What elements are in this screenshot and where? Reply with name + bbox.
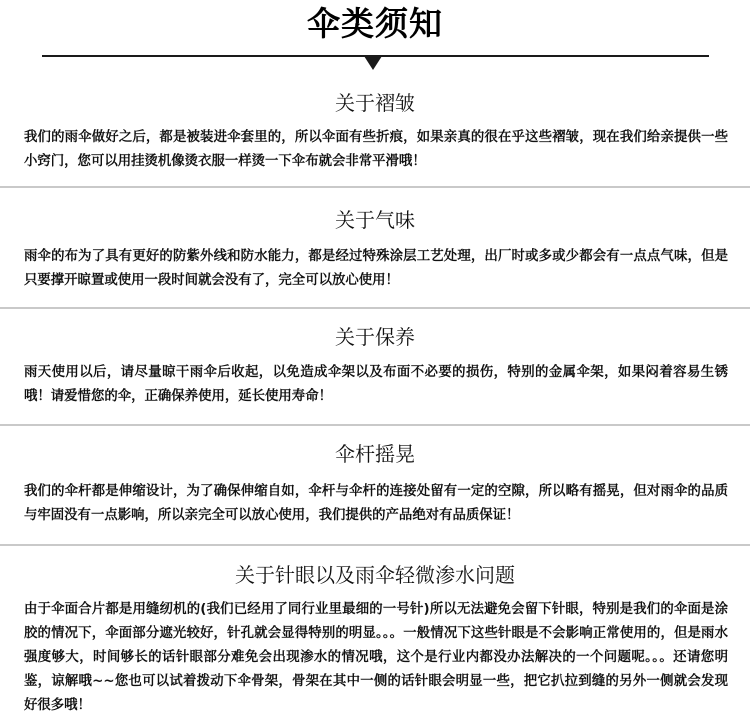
- section-body: 由于伞面合片都是用缝纫机的(我们已经用了同行业里最细的一号针)所以无法避免会留下针眼，特别是我们的伞面是涂胶的情况下，伞面部分遮光较好，针孔就会显得特别的明显。。。一般情况下这些针眼是不会影响正常使用的，但是雨水强度够大，时间够长的话针眼部分难免会出现渗水的情况哦，这个是行业内都没办法解决的一个问题呢。。。还请您明鉴，谅解哦~~您也可以试着拨动下伞骨架，骨架在其中一侧的话针眼会明显一些，把它扒拉到缝的另外一侧就会发现好很多哦！: [24, 602, 728, 713]
- section-divider: [0, 186, 750, 188]
- section-divider: [0, 307, 750, 309]
- page-title: 伞类须知: [307, 4, 443, 43]
- title-down-arrow-icon: [364, 56, 382, 70]
- section-heading: 关于褶皱: [335, 91, 415, 115]
- section-heading: 关于针眼以及雨伞轻微渗水问题: [235, 563, 515, 587]
- section-heading: 伞杆摇晃: [335, 442, 415, 466]
- section-body: 雨天使用以后，请尽量晾干雨伞后收起，以免造成伞架以及布面不必要的损伤，特别的金属伞架，如果闷着容易生锈哦！请爱惜您的伞，正确保养使用，延长使用寿命！: [24, 365, 728, 404]
- section-heading: 关于气味: [335, 208, 415, 232]
- section-heading: 关于保养: [335, 325, 415, 349]
- section-body: 我们的伞杆都是伸缩设计，为了确保伸缩自如，伞杆与伞杆的连接处留有一定的空隙，所以略有摇晃，但对雨伞的品质与牢固没有一点影响，所以亲完全可以放心使用，我们提供的产品绝对有品质保证！: [24, 484, 728, 523]
- section-body: 雨伞的布为了具有更好的防紫外线和防水能力，都是经过特殊涂层工艺处理，出厂时或多或少都会有一点点气味，但是只要撑开晾置或使用一段时间就会没有了，完全可以放心使用！: [24, 249, 728, 288]
- section-divider: [0, 544, 750, 546]
- section-body: 我们的雨伞做好之后，都是被装进伞套里的，所以伞面有些折痕，如果亲真的很在乎这些褶皱，现在我们给亲提供一些小窍门，您可以用挂烫机像烫衣服一样烫一下伞布就会非常平滑哦！: [24, 130, 728, 169]
- section-divider: [0, 424, 750, 426]
- page-header: [0, 0, 750, 80]
